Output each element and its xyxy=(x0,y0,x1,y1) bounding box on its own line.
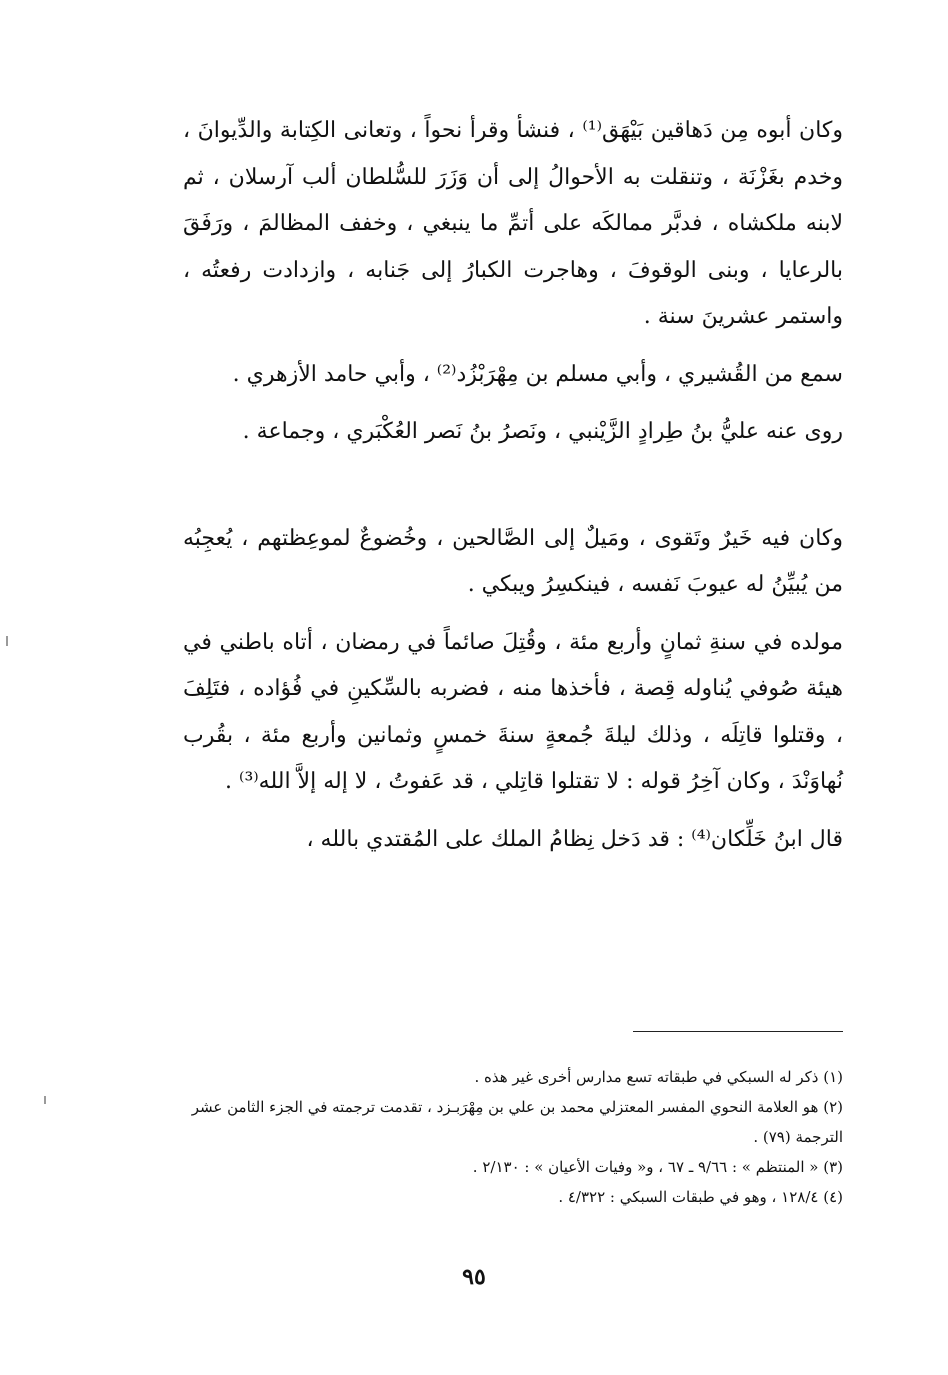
page-number: ٩٥ xyxy=(462,1264,486,1290)
paragraph-teachers: سمع من القُشيري ، وأبي مسلم بن مِهْرَبْزُد⁽²⁾ ، وأبي حامد الأزهري . xyxy=(232,361,843,387)
footnote-separator xyxy=(633,1031,843,1032)
paragraph-character: وكان فيه خَيرٌ وتَقوى ، ومَيلٌ إلى الصَّالحين ، وخُضوعٌ لموعِظتهم ، يُعجِبُه من يُبيِّنُ له عيوبَ نَفسه ، فينكسِرُ ويبكي . xyxy=(183,525,843,597)
scan-speck xyxy=(44,1096,46,1104)
footnote-3: (٣) « المنتظم » : ٩/٦٦ ـ ٦٧ ، و« وفيات الأعيان » : ٢/١٣٠ . xyxy=(472,1158,843,1176)
paragraph-death: مولده في سنةِ ثمانٍ وأربع مئة ، وقُتِلَ صائماً في رمضان ، أتاه باطني في هيئة صُوفي يُناوله قِصة ، فأخذها منه ، فضربه بالسِّكينِ في فُؤاده ، فتَلِفَ ، وقتلوا قاتِلَه ، وذلك ليلةَ جُمعةٍ سنةَ خمسٍ وثمانين وأربع مئة ، بقُرب نُهاوَنْدَ ، وكان آخِرُ قوله : لا تقتلوا قاتِلي ، قد عَفوتُ ، لا إله إلاَّ الله⁽³⁾ . xyxy=(183,629,843,794)
footnotes xyxy=(181,1062,843,1212)
main-text xyxy=(183,108,843,863)
paragraph-biography: وكان أبوه مِن دَهاقين بَيْهَق⁽¹⁾ ، فنشأ وقرأ نحواً ، وتعانى الكِتابة والدِّيوانَ ، وخدم بغَزْنَة ، وتنقلت به الأحوالُ إلى أن وَزَرَ للسُّلطان ألب آرسلان ، ثم لابنه ملكشاه ، فدبَّر ممالكَه على أتمِّ ما ينبغي ، وخفف المظالمَ ، ورَفَقَ بالرعايا ، وبنى الوقوفَ ، وهاجرت الكبارُ إلى جَنابه ، وازدادت رفعتُه ، واستمر عشرينَ سنة . xyxy=(183,118,843,329)
footnote-1: (١) ذكر له السبكي في طبقاته تسع مدارس أخرى غير هذه . xyxy=(474,1068,843,1086)
paragraph-ibn-khallikan: قال ابنُ خَلِّكان⁽⁴⁾ : قد دَخل نِظامُ الملك على المُقتدي بالله ، xyxy=(306,826,843,852)
scan-speck xyxy=(6,636,8,646)
footnote-2: (٢) هو العلامة النحوي المفسر المعتزلي محمد بن علي بن مِهْرَبـزد ، تقدمت ترجمته في الجزء الثامن عشر الترجمة (٧٩) . xyxy=(191,1098,843,1146)
paragraph-students: روى عنه عليُّ بنُ طِرادٍ الزَّيْنبي ، ونَصرُ بنُ نَصر العُكْبَري ، وجماعة . xyxy=(242,419,843,444)
footnote-4: (٤) ١٢٨/٤ ، وهو في طبقات السبكي : ٤/٣٢٢ . xyxy=(558,1188,843,1206)
